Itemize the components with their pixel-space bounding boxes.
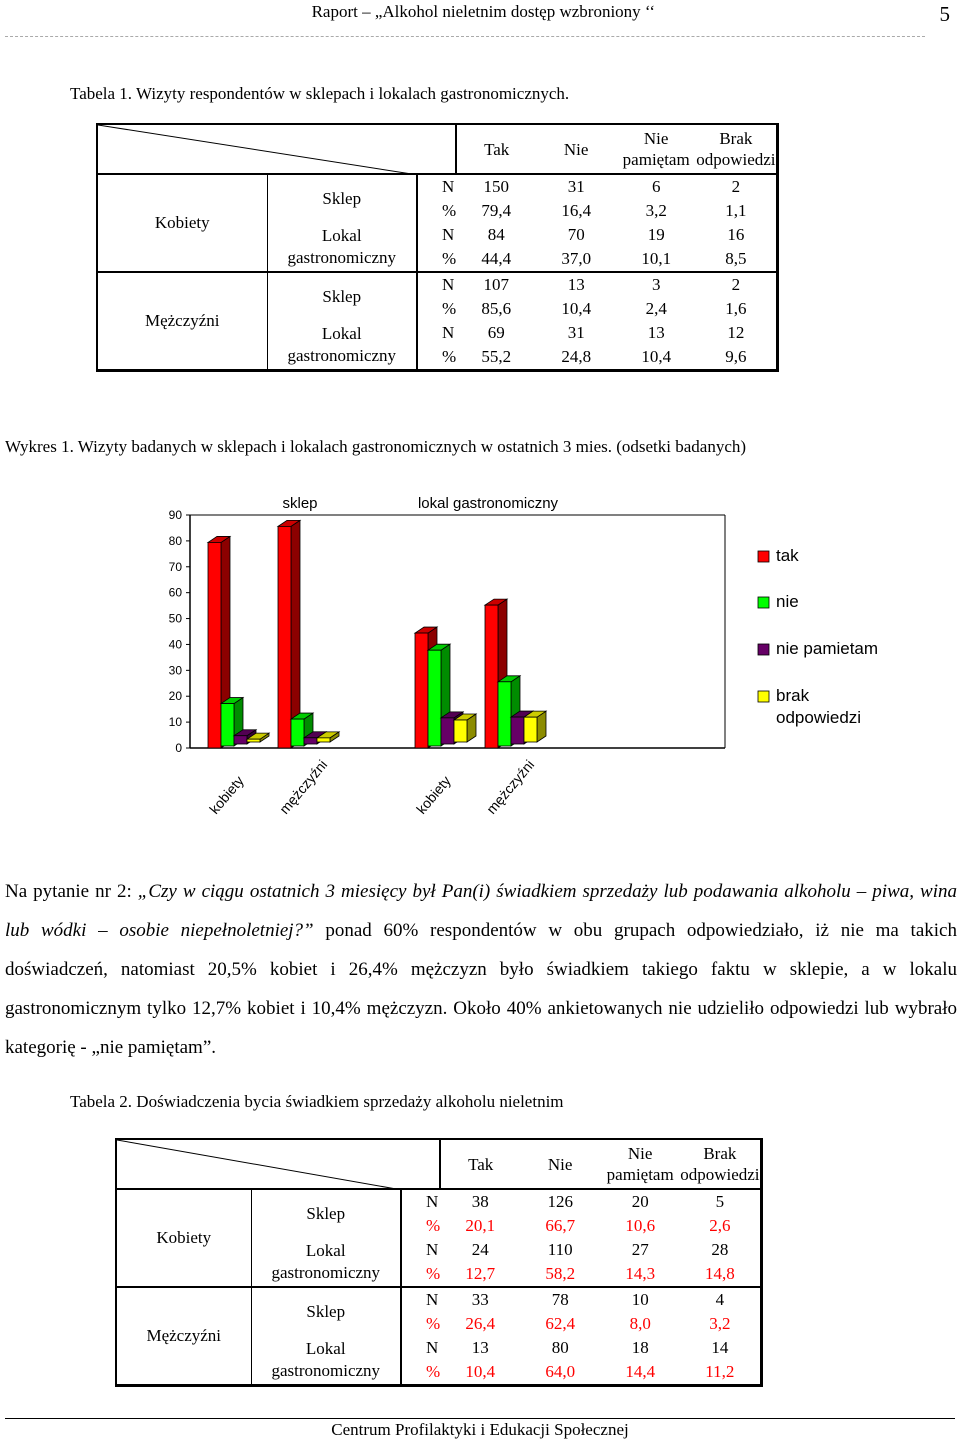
table2-grid xyxy=(115,1138,763,1387)
row-measure: % xyxy=(426,1216,441,1235)
cell-value: 78 xyxy=(520,1287,600,1312)
row-measure: N xyxy=(426,1240,439,1259)
cell-value: 4 xyxy=(680,1287,761,1312)
x-tick-label: kobiety xyxy=(206,772,247,817)
cell-value: 1,6 xyxy=(696,297,777,321)
cell-value: 85,6 xyxy=(481,299,512,318)
cell-value: 9,6 xyxy=(696,345,777,371)
bar xyxy=(208,542,221,748)
cell-value: 33 xyxy=(440,1287,520,1312)
cell-value: 14 xyxy=(680,1336,761,1360)
cell-value: 31 xyxy=(536,174,616,199)
cell-value: 58,2 xyxy=(545,1264,576,1283)
group-label: Mężczyźni xyxy=(97,272,267,371)
cell-value: 10,4 xyxy=(561,299,592,318)
cell-value: 10,4 xyxy=(465,1362,496,1381)
row-measure: N xyxy=(442,323,455,342)
cell-value: 13 xyxy=(647,323,665,342)
y-tick-label: 80 xyxy=(168,533,182,548)
cell-value: 18 xyxy=(631,1338,649,1357)
subgroup-label: Sklep xyxy=(251,1189,401,1238)
x-tick-label: kobiety xyxy=(413,772,454,817)
cell-value: 126 xyxy=(520,1189,600,1214)
y-tick-label: 90 xyxy=(168,508,182,522)
cell-value: 8,0 xyxy=(629,1314,651,1333)
legend-label: nie pamietam xyxy=(776,639,879,658)
cell-value: 8,5 xyxy=(696,247,777,272)
column-header: Brak odpowiedzi xyxy=(680,1139,761,1189)
cell-value: 110 xyxy=(547,1240,573,1259)
cell-value: 84 xyxy=(487,225,505,244)
row-measure: % xyxy=(442,201,457,220)
y-tick-label: 40 xyxy=(168,637,182,652)
cell-value: 14,8 xyxy=(680,1262,761,1287)
legend-label: tak xyxy=(776,546,799,565)
cell-value: 14,4 xyxy=(625,1362,656,1381)
cell-value: 62,4 xyxy=(545,1314,576,1333)
legend-label: brak xyxy=(776,686,810,705)
bar xyxy=(221,704,234,746)
cell-value: 10,1 xyxy=(641,249,672,268)
cell-value: 70 xyxy=(567,225,585,244)
y-tick-label: 0 xyxy=(175,741,182,755)
bar xyxy=(415,633,428,748)
bar xyxy=(441,718,454,744)
footer-divider xyxy=(5,1418,955,1419)
row-measure: % xyxy=(426,1264,441,1283)
cell-value: 1,1 xyxy=(696,199,777,223)
cell-value: 31 xyxy=(567,323,585,342)
legend-label-cont: odpowiedzi xyxy=(776,708,862,727)
header-title: Raport – „Alkohol nieletnim dostęp wzbroniony ‘‘ xyxy=(311,2,655,21)
bar xyxy=(247,739,260,742)
corner-cell xyxy=(116,1139,440,1189)
bar xyxy=(234,736,247,744)
table2-caption: Tabela 2. Doświadczenia bycia świadkiem sprzedaży alkoholu nieletnim xyxy=(70,1092,564,1111)
cell-value: 6 xyxy=(616,174,696,199)
cell-value: 24 xyxy=(471,1240,489,1259)
cell-value: 11,2 xyxy=(680,1360,761,1386)
row-measure: N xyxy=(426,1338,439,1357)
subgroup-label: Sklep xyxy=(251,1287,401,1336)
cell-value: 12 xyxy=(696,321,777,345)
cell-value: 44,4 xyxy=(481,249,512,268)
row-measure: % xyxy=(442,299,457,318)
group-label: Kobiety xyxy=(116,1189,251,1287)
column-header: Nie pamiętam xyxy=(600,1139,680,1189)
column-header: Nie xyxy=(536,124,616,174)
row-measure: % xyxy=(442,249,457,268)
cell-value: 150 xyxy=(456,174,536,199)
cell-value: 26,4 xyxy=(465,1314,496,1333)
cell-value: 37,0 xyxy=(561,249,592,268)
bar xyxy=(278,526,291,748)
cell-value: 107 xyxy=(456,272,536,297)
cell-value: 19 xyxy=(647,225,665,244)
subgroup-label: Lokal gastronomiczny xyxy=(251,1336,401,1386)
cell-value: 55,2 xyxy=(481,347,512,366)
cell-value: 10,4 xyxy=(641,347,672,366)
paragraph-intro: Na pytanie nr 2: xyxy=(5,881,138,902)
cell-value: 10 xyxy=(600,1287,680,1312)
cell-value: 27 xyxy=(631,1240,649,1259)
cell-value: 64,0 xyxy=(545,1362,576,1381)
cell-value: 66,7 xyxy=(545,1216,576,1235)
cell-value: 80 xyxy=(551,1338,569,1357)
cell-value: 24,8 xyxy=(561,347,592,366)
group-label-sklep: sklep xyxy=(282,495,318,512)
bar xyxy=(511,717,524,744)
group-label-lokal: lokal gastronomiczny xyxy=(417,495,559,512)
row-measure: % xyxy=(426,1362,441,1381)
cell-value: 12,7 xyxy=(465,1264,496,1283)
cell-value: 2 xyxy=(696,174,777,199)
corner-cell xyxy=(97,124,456,174)
y-tick-label: 20 xyxy=(168,689,182,704)
row-measure: N xyxy=(442,225,455,244)
bar xyxy=(498,682,511,746)
header-divider xyxy=(5,36,925,37)
paragraph-rest: ponad 60% respondentów w obu grupach odpowiedziało, iż nie ma takich doświadczeń, natomiast 20,5% kobiet i 26,4% mężczyzn było świadkiem takiego faktu w sklepie, a w lokalu gastronomicznym tylko 12,7% kobiet i 10,4% mężczyzn. Około 40% ankietowanych nie udzieliło odpowiedzi lub wybrało kategorię - „nie pamiętam”. xyxy=(5,920,957,1058)
group-label: Mężczyźni xyxy=(116,1287,251,1386)
cell-value: 3,2 xyxy=(645,201,667,220)
column-header: Brak odpowiedzi xyxy=(696,124,777,174)
cell-value: 3 xyxy=(616,272,696,297)
row-measure: N xyxy=(417,174,456,199)
page-footer: Centrum Profilaktyki i Edukacji Społecznej xyxy=(331,1420,629,1439)
subgroup-label: Lokal gastronomiczny xyxy=(251,1238,401,1287)
body-paragraph xyxy=(5,872,957,1067)
cell-value: 13 xyxy=(471,1338,489,1357)
legend-swatch xyxy=(758,691,769,702)
subgroup-label: Lokal gastronomiczny xyxy=(267,223,417,272)
y-tick-label: 30 xyxy=(168,663,182,678)
legend-swatch xyxy=(758,551,769,562)
y-tick-label: 50 xyxy=(168,611,182,626)
legend-swatch xyxy=(758,597,769,608)
y-tick-label: 60 xyxy=(168,585,182,600)
subgroup-label: Sklep xyxy=(267,174,417,223)
subgroup-label: Lokal gastronomiczny xyxy=(267,321,417,371)
row-measure: N xyxy=(401,1189,440,1214)
chart-caption: Wykres 1. Wizyty badanych w sklepach i lokalach gastronomicznych w ostatnich 3 mies. (odsetki badanych) xyxy=(5,437,747,456)
chart-svg xyxy=(150,490,950,850)
y-tick-label: 70 xyxy=(168,559,182,574)
legend-label: nie xyxy=(776,592,799,611)
x-tick-label: mężczyźni xyxy=(483,756,538,817)
row-measure: % xyxy=(426,1314,441,1333)
group-label: Kobiety xyxy=(97,174,267,272)
page-header xyxy=(0,0,960,40)
cell-value: 14,3 xyxy=(625,1264,656,1283)
cell-value: 5 xyxy=(680,1189,761,1214)
bar xyxy=(485,605,498,748)
bar xyxy=(524,717,537,742)
row-measure: N xyxy=(401,1287,440,1312)
y-tick-label: 10 xyxy=(168,715,182,730)
row-measure: % xyxy=(442,347,457,366)
cell-value: 2,6 xyxy=(680,1214,761,1238)
chart-visits xyxy=(150,490,950,850)
row-measure: N xyxy=(417,272,456,297)
column-header: Nie pamiętam xyxy=(616,124,696,174)
bar xyxy=(317,738,330,742)
cell-value: 13 xyxy=(536,272,616,297)
column-header: Nie xyxy=(520,1139,600,1189)
subgroup-label: Sklep xyxy=(267,272,417,321)
page-number: 5 xyxy=(939,2,950,26)
cell-value: 2,4 xyxy=(645,299,667,318)
cell-value: 2 xyxy=(696,272,777,297)
cell-value: 20 xyxy=(600,1189,680,1214)
legend-swatch xyxy=(758,644,769,655)
cell-value: 10,6 xyxy=(625,1216,656,1235)
paragraph-question: „Czy w ciągu ostatnich 3 miesięcy był Pan(i) świadkiem sprzedaży lub podawania alkoholu – piwa, wina lub wódki – osobie niepełnoletniej?” xyxy=(5,881,957,941)
bar xyxy=(428,650,441,746)
table1-caption: Tabela 1. Wizyty respondentów w sklepach i lokalach gastronomicznych. xyxy=(70,84,570,103)
bar xyxy=(291,719,304,746)
cell-value: 16,4 xyxy=(561,201,592,220)
cell-value: 3,2 xyxy=(680,1312,761,1336)
cell-value: 16 xyxy=(696,223,777,247)
x-tick-label: mężczyźni xyxy=(276,756,331,817)
cell-value: 69 xyxy=(487,323,505,342)
cell-value: 38 xyxy=(440,1189,520,1214)
cell-value: 28 xyxy=(680,1238,761,1262)
bar xyxy=(454,720,467,742)
column-header: Tak xyxy=(440,1139,520,1189)
cell-value: 79,4 xyxy=(481,201,512,220)
cell-value: 20,1 xyxy=(465,1216,496,1235)
table1-grid xyxy=(96,123,779,372)
bar xyxy=(304,738,317,744)
column-header: Tak xyxy=(456,124,536,174)
